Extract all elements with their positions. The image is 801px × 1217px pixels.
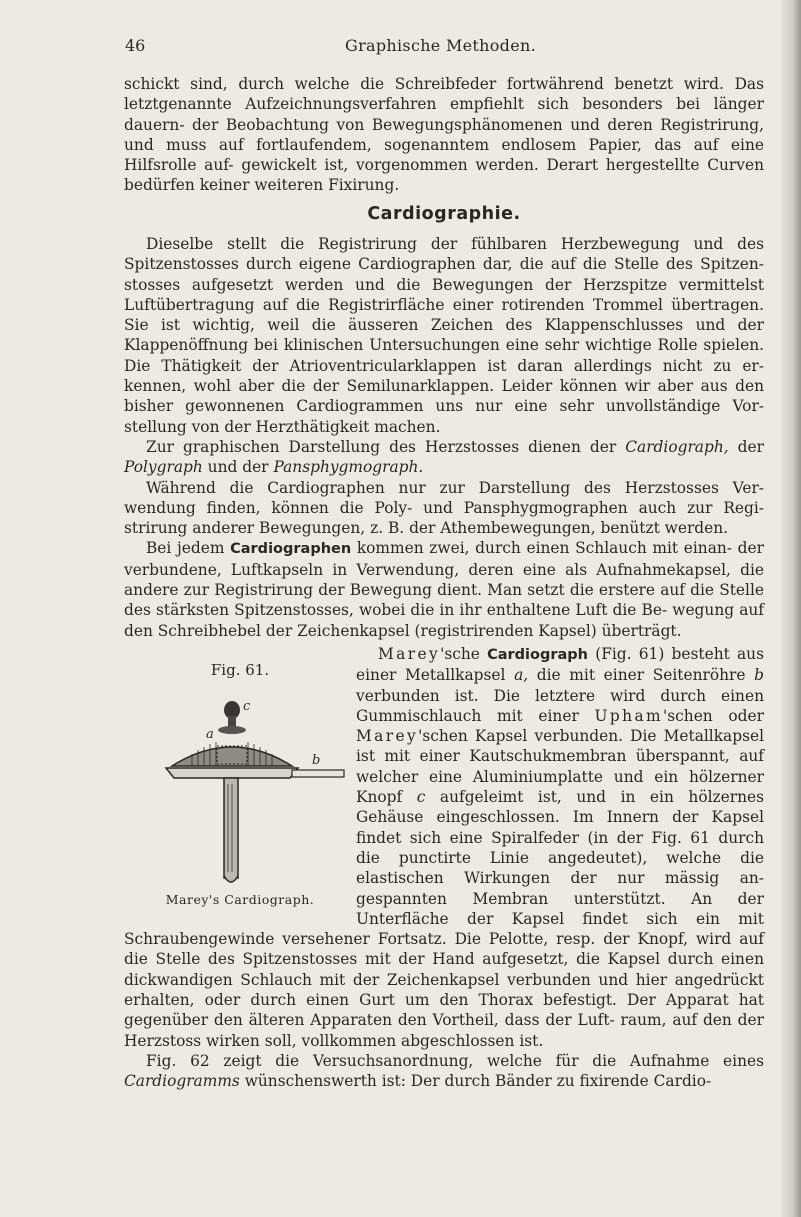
letter-a: a: [206, 727, 214, 742]
person-name: Marey: [378, 645, 441, 663]
text-run: wünschenswerth ist: Der durch Bänder zu fixirende Cardio-: [239, 1072, 712, 1091]
text-run: 'sche: [440, 645, 488, 663]
person-name: Upham: [594, 706, 664, 725]
side-tube-b: [292, 770, 344, 777]
variable: a,: [514, 666, 529, 685]
variable: c: [416, 788, 426, 807]
paragraph: Während die Cardiographen nur zur Darstellung des Herzstosses Ver- wendung finden, können die Poly- und Pansphygmographen auch zur Regi- strirung anderer Bewegungen, z. B. der Athembewegungen, benützt werden.: [124, 478, 764, 538]
page-edge-shadow: [781, 0, 801, 1217]
text-run: (Fig. 61) besteht aus einer Metallkapsel: [356, 645, 764, 685]
metal-capsule-a: [172, 747, 292, 766]
letter-c: c: [243, 699, 251, 714]
cardiograph-illustration: [162, 688, 352, 888]
paragraph: [124, 437, 764, 478]
paragraph: schickt sind, durch welche die Schreibfeder fortwährend benetzt wird. Das letztgenannte Aufzeichnungsverfahren empfiehlt sich besonders bei länger dauern- der Beobachtung von Bewegungsphänomenen und deren Registrirung, und muss auf fortlaufendem, sogenanntem endlosem Papier, das auf eine Hilfsrolle auf- gewickelt ist, vorgenommen werden. Derart hergestellte Curven bedürfen keiner weiteren Fixirung.: [124, 75, 764, 195]
letter-b: b: [312, 753, 321, 768]
text-run: Fig. 62 zeigt die Versuchsanordnung, welche für die Aufnahme eines: [146, 1051, 764, 1070]
text-run: Zur graphischen Darstellung des Herzstosses dienen der: [146, 437, 626, 456]
text-run: kommen zwei, durch einen Schlauch mit einan- der verbundene, Luftkapseln in Verwendung, deren eine als Aufnahmekapsel, die andere zur Registrirung der Bewegung dient. Man setzt die erstere auf die Stelle des stärksten Spitzenstosses, wobei die in ihr enthaltene Luft die Be- wegung auf den Schreibhebel der Zeichenkapsel (registrirenden Kapsel) überträgt.: [124, 539, 764, 640]
text-run: und der: [202, 458, 274, 477]
running-head: Graphische Methoden.: [345, 36, 536, 55]
figure-label: Fig. 61.: [210, 661, 270, 679]
section-title: Cardiographie.: [367, 204, 521, 224]
paragraph: Dieselbe stellt die Registrirung der fühlbaren Herzbewegung und des Spitzenstosses durch eigene Cardiographen dar, die auf die Stelle des Spitzen- stosses aufgesetzt werden und die Bewegungen der Herzspitze vermittelst Luftübertragung auf die Registrirfläche einer rotirenden Trommel übertragen. Sie ist wichtig, weil die äusseren Zeichen des Klappenschlusses und der Klappenöffnung bei klinischen Untersuchungen eine sehr wichtige Rolle spielen. Die Thätigkeit der Atrioventricularklappen ist daran allerdings nicht zu er- kennen, wohl aber die der Semilunarklappen. Leider können wir aber aus den bisher gewonnenen Cardiogrammen uns nur eine sehr unvollständige Vor- stellung von der Herzthätigkeit machen.: [124, 235, 764, 436]
screw-stem: [224, 778, 238, 878]
text-run: aufgeleimt ist, und in ein hölzernes Gehäuse eingeschlossen. Im Innern der Kapsel findet sich eine Spiralfeder (in der Fig. 61 durch die punctirte Linie angedeutet), welche die elastischen Wirkungen der nur mässig an- gespannten Membran unterstützt. An der Unterfläche der Kapsel findet sich ein mit Schraubengewinde versehener Fortsatz. Die Pelotte, resp. der Knopf, wird auf die Stelle des Spitzenstosses mit der Hand aufgesetzt, die Kapsel durch einen dickwandigen Schlauch mit der Zeichenkapsel verbunden und hier angedrückt erhalten, oder durch einen Gurt um den Thorax befestigt. Der Apparat hat gegenüber den älteren Apparaten den Vortheil, dass der Luft- raum, auf den der Herzstoss wirken soll, vollkommen abgeschlossen ist.: [124, 788, 764, 1050]
figure-61: [124, 644, 356, 914]
page-number: 46: [125, 36, 146, 55]
bold-term: Cardiograph: [487, 647, 588, 663]
italic-term: Cardiograph,: [625, 437, 729, 456]
text-run: der: [728, 437, 764, 456]
variable: b: [754, 666, 764, 685]
paragraph-continuation: [124, 74, 764, 196]
text-run: 'schen Kapsel verbunden. Die Metallkapsel ist mit einer Kautschukmembran überspannt, auf welcher eine Aluminiumplatte und ein hölzerner Knopf: [356, 727, 764, 807]
figure-caption: Marey's Cardiograph.: [165, 892, 315, 907]
text-run: die mit einer Seitenröhre: [528, 666, 755, 685]
italic-term: Cardiogramms: [124, 1072, 240, 1091]
section-body: [124, 234, 764, 641]
italic-term: Polygraph: [124, 458, 203, 477]
text-run: Bei jedem: [146, 539, 231, 558]
text-run: verbunden ist. Die letztere wird durch einen Gummischlauch mit einer: [356, 686, 764, 725]
figure-text-block: [124, 644, 764, 1092]
person-name: Marey: [356, 727, 419, 746]
page-header: [125, 36, 761, 60]
text-run: 'schen oder: [663, 706, 764, 725]
paragraph: [124, 538, 764, 640]
paragraph: [124, 1051, 764, 1092]
italic-term: Pansphygmograph.: [273, 458, 424, 477]
bold-term: Cardiographen: [230, 541, 352, 558]
